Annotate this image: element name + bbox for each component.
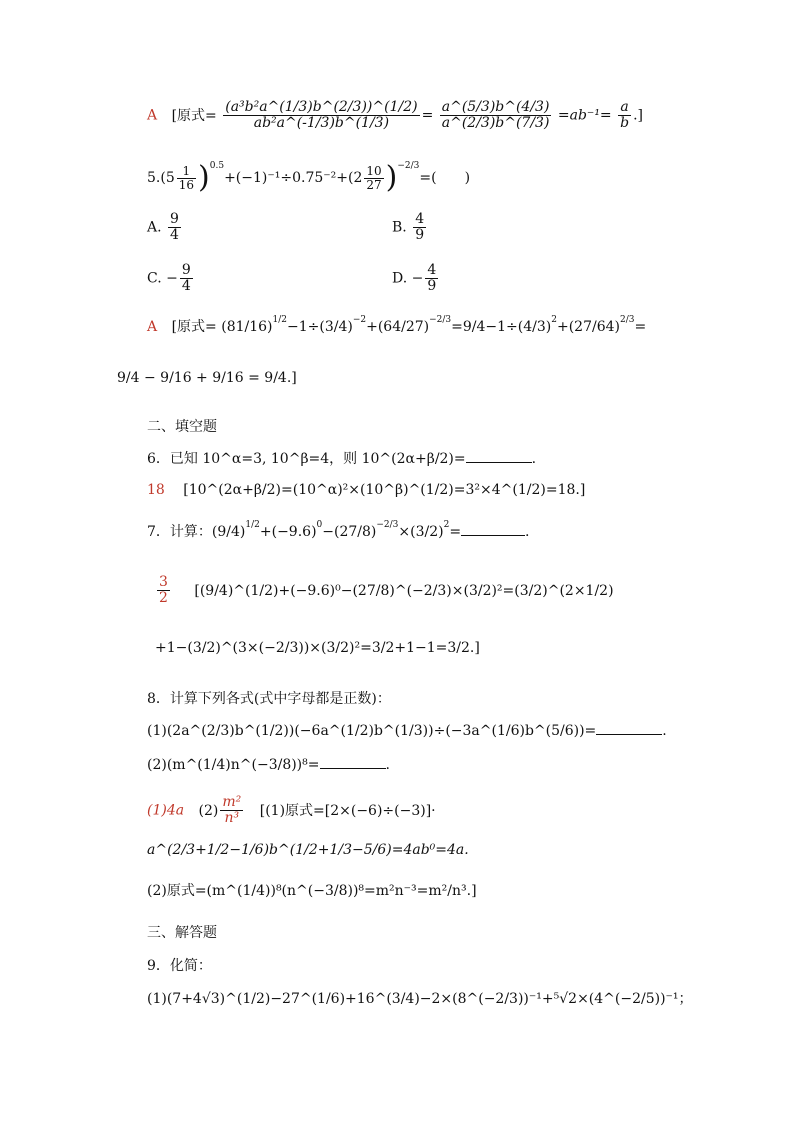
- q5-mixed1: [177, 165, 196, 192]
- q4-fraction-second: [440, 100, 552, 131]
- q5-option-d-num: 4: [427, 262, 437, 278]
- q4-frac-den: ab²a^(-1/3)b^(1/3): [253, 115, 390, 131]
- q9-stem: 9．化简：: [147, 958, 212, 974]
- q4-frac2-num: a^(5/3)b^(4/3): [441, 99, 550, 115]
- q8-answer2-den: n³: [224, 810, 240, 826]
- q8-solution1b: a^(2/3+1/2−1/6)b^(1/2+1/3−5/6)=4ab⁰=4a.: [147, 842, 469, 858]
- q4-mid: =ab⁻¹=: [557, 107, 612, 124]
- q8-part1-blank[interactable]: [596, 722, 662, 735]
- q5-paren2: ): [385, 160, 398, 195]
- q8-part1-text: (1)(2a^(2/3)b^(1/2))(−6a^(1/2)b^(1/3))÷(−3a^(1/6)b^(5/6))=: [147, 723, 597, 739]
- q5-mixed2-den: 27: [366, 177, 382, 192]
- q6-answer-blank[interactable]: [466, 450, 532, 463]
- q8-part2: (2)(m^(1/4)n^(−3/8))⁸= .: [147, 757, 390, 773]
- q4-fa: a: [618, 100, 631, 116]
- q5-solution-line2: 9/4 − 9/16 + 9/16 = 9/4.]: [117, 370, 297, 386]
- q7-solution-line2: +1−(3/2)^(3×(−2/3))×(3/2)²=3/2+1−1=3/2.]: [155, 640, 480, 656]
- q7-answer-blank[interactable]: [461, 523, 525, 536]
- q8-solution2: (2)原式=(m^(1/4))⁸(n^(−3/8))⁸=m²n⁻³=m²/n³.]: [147, 883, 477, 899]
- q8-part1: (1)(2a^(2/3)b^(1/2))(−6a^(1/2)b^(1/3))÷(−3a^(1/6)b^(5/6))= .: [147, 723, 667, 739]
- q5-option-d[interactable]: [392, 263, 440, 294]
- q5-option-c-label: C.: [147, 270, 162, 287]
- section-2-title: 二、填空题: [147, 419, 217, 435]
- q8-solution1a: [(1)原式=[2×(−6)÷(−3)]·: [259, 802, 436, 819]
- q5-exp1: 0.5: [209, 161, 225, 171]
- q4-answer-line: A [原式= $\frac{\text{(a³b²a\textasciicircum{}(1/3)b\textasciicircum{}(2/3))\textasciicircum{}(1/2)}}{\text{ab²a\textasciicircum{}(-1/3)b\textasciicircum{}(1/3)}}$ = $\frac{a\^{}(5/3)b\^{}(4/3)}{a\^{}(2/3)b\^{}(7/3)}$ =ab⁻¹= $\frac{a}{b}$ .]: [147, 99, 644, 131]
- q8-answer2-num: m²: [222, 794, 242, 810]
- q5-number: 5.: [147, 170, 161, 186]
- q5-option-b-num: 4: [415, 211, 425, 227]
- q5-option-c-frac: [180, 263, 193, 294]
- q8-answer-line: [147, 795, 436, 826]
- q5-mixed1-num: 1: [177, 165, 196, 179]
- q5-option-a-frac: [168, 212, 181, 243]
- q4-fraction-ab: [618, 100, 631, 131]
- q7-solution-line1: [(9/4)^(1/2)+(−9.6)⁰−(27/8)^(−2/3)×(3/2)²=(3/2)^(2×1/2): [194, 582, 614, 599]
- q6-answer: 18: [147, 482, 165, 498]
- q4-answer-letter: A: [147, 107, 158, 124]
- q5-option-a-den: 4: [170, 227, 179, 243]
- q4-fb: b: [620, 115, 630, 131]
- q6-solution: [10^(2α+β/2)=(10^α)²×(10^β)^(1/2)=3²×4^(1/2)=18.]: [183, 482, 586, 498]
- q9-part1: (1)(7+4√3)^(1/2)−27^(1/6)+16^(3/4)−2×(8^(−2/3))⁻¹+⁵√2×(4^(−2/5))⁻¹；: [147, 991, 693, 1007]
- q5-option-c-num: 9: [181, 262, 191, 278]
- q4-suffix: .]: [633, 107, 644, 124]
- q4-fraction-main: [223, 100, 419, 131]
- q5-solution-body: $(81/16)^{1/2}-1\div(3/4)^{-2}+(64/27)^{-2/3}=9/4-1\div(4/3)^2+(27/64)^{2/3}=$: [221, 315, 647, 335]
- q5-answer-line: [147, 315, 646, 336]
- q7-text: 7．计算：: [147, 524, 212, 540]
- q8-answer2-label: (2): [198, 802, 219, 819]
- q5-option-c-den: 4: [181, 278, 191, 294]
- q4-solution-prefix: [原式=: [171, 107, 217, 124]
- q5-option-b-frac: [413, 212, 426, 243]
- q4-frac-num: (a³b²a^(1/3)b^(2/3))^(1/2): [225, 99, 418, 115]
- q5-option-b-den: 9: [415, 227, 425, 243]
- q7-expression: $(9/4)^{1/2}+(-9.6)^0-(27/8)^{-2/3}\times(3/2)^2=$: [211, 520, 462, 540]
- section-3-title: 三、解答题: [147, 925, 217, 941]
- q5-tail: =( ): [419, 170, 471, 186]
- q6-answer-line: [147, 482, 585, 498]
- q5-option-a-num: 9: [170, 211, 179, 227]
- q5-option-d-frac: [425, 263, 438, 294]
- q5-option-d-den: 9: [427, 278, 437, 294]
- q5-option-a[interactable]: [147, 212, 183, 243]
- q5-paren1: ): [198, 160, 210, 195]
- q5-option-d-label: D.: [392, 270, 408, 287]
- q6-stem: 6．已知 10^α=3, 10^β=4，则 10^(2α+β/2)= .: [147, 451, 537, 467]
- q5-option-c-sign: −: [166, 270, 178, 287]
- q6-text: 6．已知 10^α=3, 10^β=4，则 10^(2α+β/2)=: [147, 451, 466, 467]
- q5-mixed2: [364, 165, 383, 192]
- q5-option-a-label: A.: [147, 219, 162, 236]
- q5-expr-b: +(−1)⁻¹÷0.75⁻²+: [224, 170, 348, 186]
- q5-expr-a: (5: [160, 170, 175, 186]
- q7-answer-line1: [155, 575, 614, 606]
- q5-exp2: −2/3: [397, 161, 420, 171]
- q8-stem: 8．计算下列各式(式中字母都是正数)：: [147, 691, 391, 707]
- q5-mixed2-num: 10: [366, 163, 382, 178]
- q7-answer-den: 2: [159, 590, 168, 606]
- q8-part2-blank[interactable]: [320, 756, 386, 769]
- q5-solution-prefix: [原式=: [171, 319, 217, 335]
- q5-option-b[interactable]: [392, 212, 428, 243]
- q5-option-c[interactable]: [147, 263, 195, 294]
- q4-frac2-den: a^(2/3)b^(7/3): [441, 115, 550, 131]
- q5-mixed2-whole: (2: [348, 170, 363, 186]
- q8-answer1: (1)4a: [147, 802, 185, 819]
- q8-part2-text: (2)(m^(1/4)n^(−3/8))⁸=: [147, 757, 320, 773]
- q5-option-d-sign: −: [411, 270, 424, 287]
- q5-stem: [147, 160, 470, 195]
- q5-option-b-label: B.: [392, 219, 407, 236]
- q7-answer-num: 3: [159, 574, 168, 590]
- q5-mixed1-den: 16: [178, 177, 195, 192]
- q5-answer-letter: A: [147, 319, 158, 335]
- q7-answer-frac: [157, 575, 170, 606]
- q8-answer2-frac: [220, 795, 243, 826]
- q7-stem: 7．计算：$(9/4)^{1/2}+(-9.6)^0-(27/8)^{-2/3}\times(3/2)^2=$ .: [147, 520, 530, 540]
